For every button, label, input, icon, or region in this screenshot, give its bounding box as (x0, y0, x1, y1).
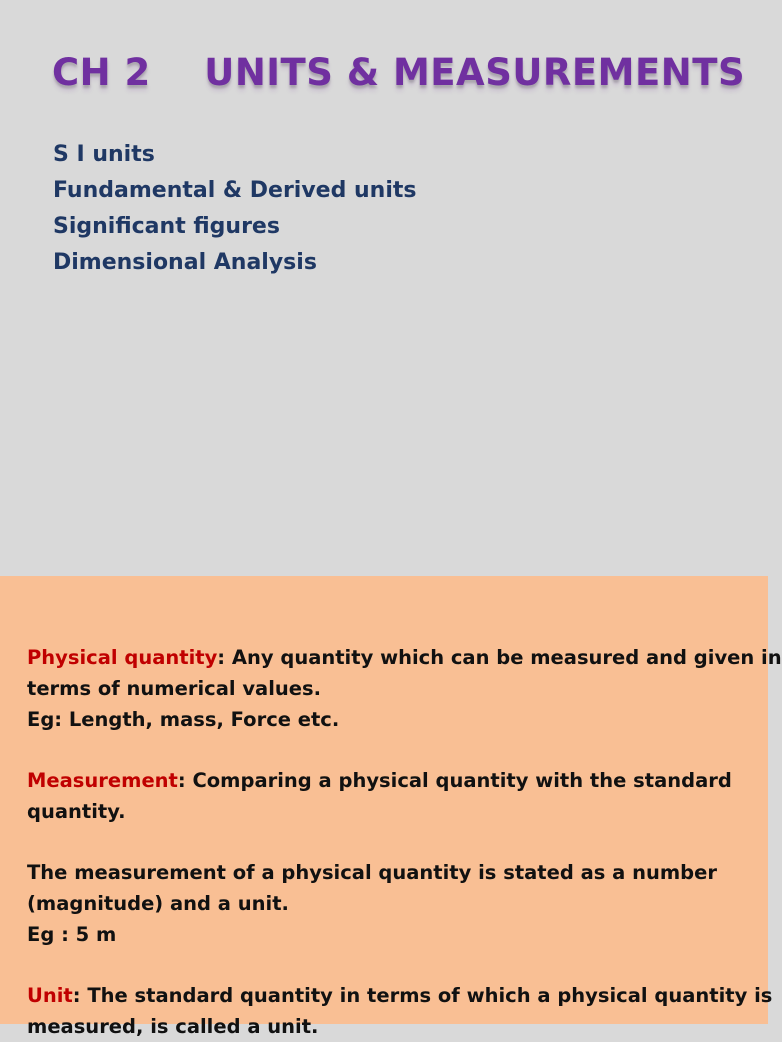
definition-text-continued: terms of numerical values. (27, 677, 322, 700)
term-unit: Unit (27, 984, 73, 1007)
topic-item-dimensional-analysis: Dimensional Analysis (53, 250, 317, 275)
definition-unit (27, 980, 773, 1042)
statement-text: The measurement of a physical quantity is stated as a number (27, 861, 717, 884)
topic-item-significant-figures: Significant figures (53, 214, 280, 239)
definition-text-continued: quantity. (27, 800, 126, 823)
topic-item-si-units: S I units (53, 142, 155, 167)
slide-definitions (0, 576, 782, 1038)
definition-text: : Comparing a physical quantity with the standard (177, 769, 732, 792)
definition-measurement (27, 765, 762, 827)
term-physical-quantity: Physical quantity (27, 646, 218, 669)
definition-text-continued: measured, is called a unit. (27, 1015, 319, 1038)
definition-text: : Any quantity which can be measured and given in (217, 646, 782, 669)
example-text: Eg: Length, mass, Force etc. (27, 708, 340, 731)
definition-text: : The standard quantity in terms of which a physical quantity is (72, 984, 773, 1007)
slide-title: CH 2 UNITS & MEASUREMENTS (52, 51, 746, 94)
topic-item-fundamental-derived: Fundamental & Derived units (53, 178, 417, 203)
topic-list (53, 137, 416, 281)
example-text: Eg : 5 m (27, 923, 117, 946)
statement-text-continued: (magnitude) and a unit. (27, 892, 289, 915)
measurement-statement (27, 857, 762, 950)
term-measurement: Measurement (27, 769, 178, 792)
definition-physical-quantity (27, 642, 782, 735)
